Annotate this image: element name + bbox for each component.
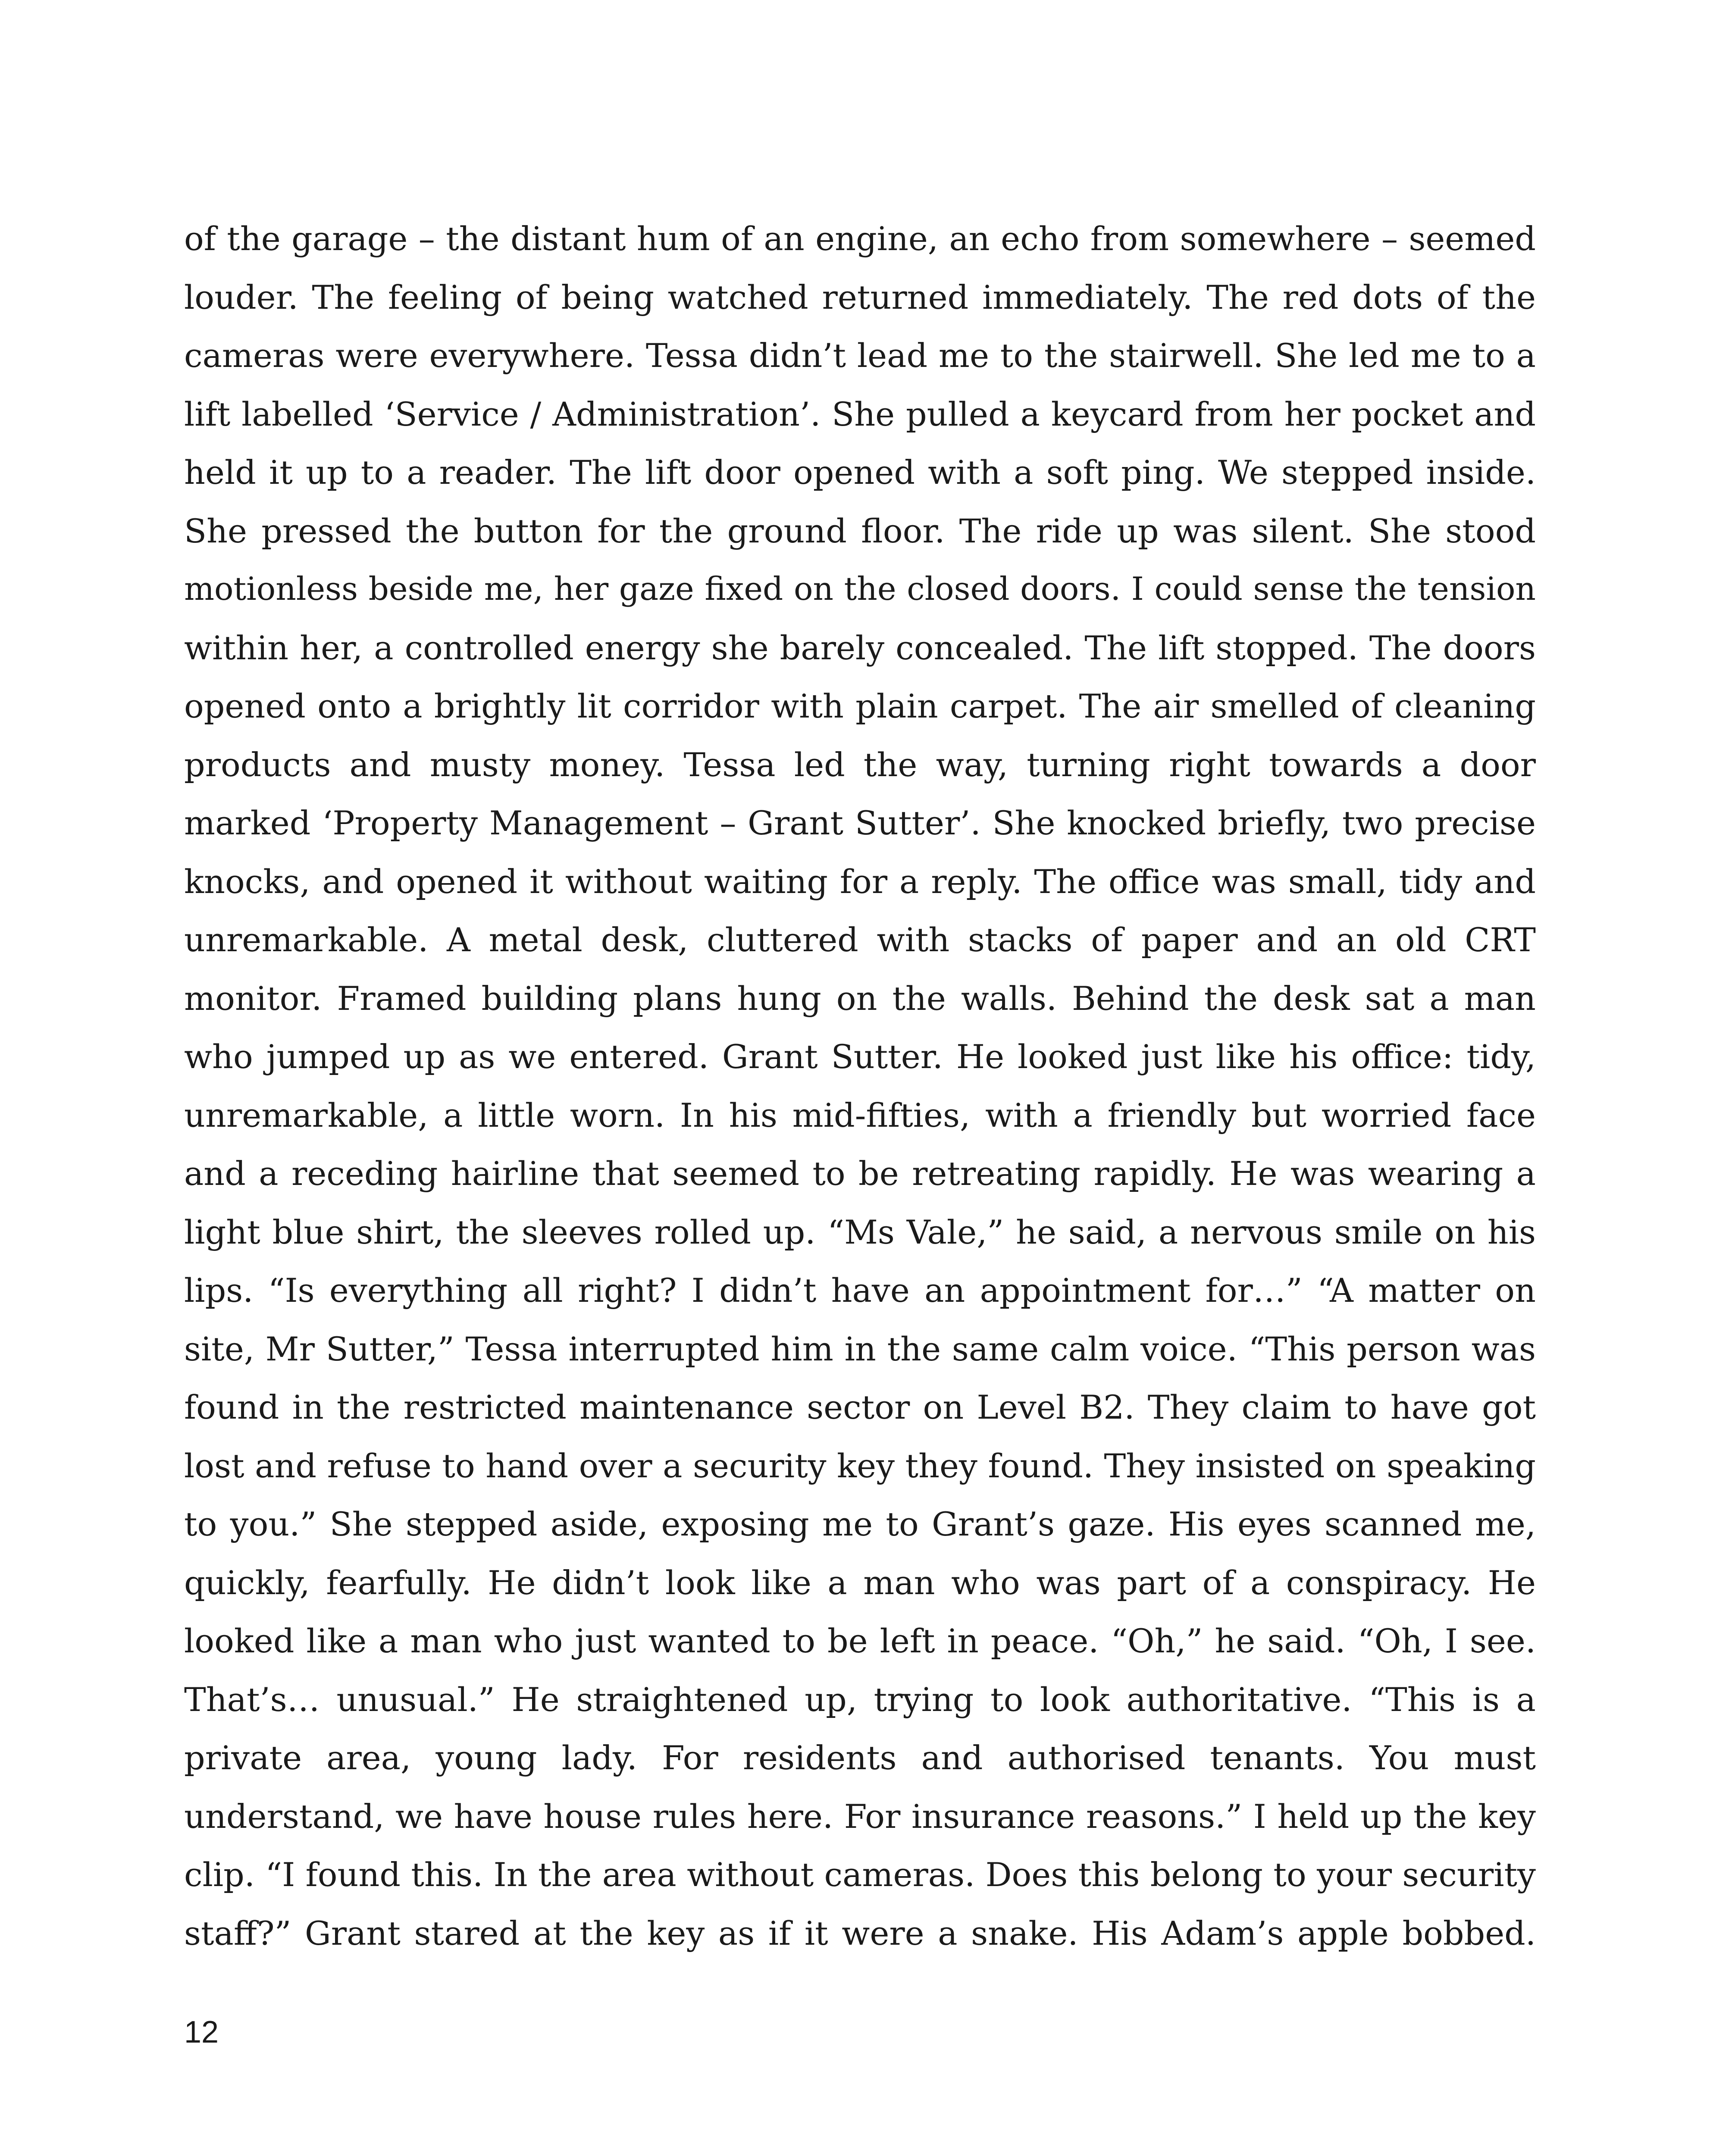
text-line: marked ‘Property Management – Grant Sutter’. She knocked briefly, two precise — [184, 804, 1536, 842]
text-line: looked like a man who just wanted to be left in peace. “Oh,” he said. “Oh, I see. — [184, 1622, 1536, 1660]
text-line: opened onto a brightly lit corridor with plain carpet. The air smelled of cleaning — [184, 687, 1536, 725]
text-line: within her, a controlled energy she barely concealed. The lift stopped. The doors — [184, 628, 1536, 667]
text-line: lift labelled ‘Service / Administration’. She pulled a keycard from her pocket and — [184, 395, 1536, 433]
text-line: That’s… unusual.” He straightened up, trying to look authoritative. “This is a — [184, 1680, 1536, 1719]
text-line: knocks, and opened it without waiting for a reply. The office was small, tidy and — [184, 862, 1536, 901]
text-line: unremarkable, a little worn. In his mid-fifties, with a friendly but worried face — [184, 1096, 1536, 1134]
text-line: light blue shirt, the sleeves rolled up. “Ms Vale,” he said, a nervous smile on his — [184, 1213, 1536, 1251]
text-line: unremarkable. A metal desk, cluttered with stacks of paper and an old CRT — [184, 921, 1536, 959]
text-line: who jumped up as we entered. Grant Sutter. He looked just like his office: tidy, — [184, 1037, 1536, 1076]
text-line: quickly, fearfully. He didn’t look like a man who was part of a conspiracy. He — [184, 1563, 1536, 1602]
text-line: staff?” Grant stared at the key as if it were a snake. His Adam’s apple bobbed. — [184, 1914, 1536, 1952]
text-line: private area, young lady. For residents and authorised tenants. You must — [184, 1739, 1536, 1777]
text-line: site, Mr Sutter,” Tessa interrupted him in the same calm voice. “This person was — [184, 1329, 1536, 1368]
text-line: She pressed the button for the ground floor. The ride up was silent. She stood — [184, 511, 1536, 550]
text-line: cameras were everywhere. Tessa didn’t lead me to the stairwell. She led me to a — [184, 336, 1536, 375]
page-number: 12 — [184, 2015, 219, 2049]
text-line: products and musty money. Tessa led the way, turning right towards a door — [184, 745, 1536, 784]
text-line: understand, we have house rules here. For insurance reasons.” I held up the key — [184, 1797, 1536, 1836]
body-text — [184, 210, 1536, 1962]
text-line: motionless beside me, her gaze fixed on the closed doors. I could sense the tension — [184, 570, 1536, 608]
text-line: monitor. Framed building plans hung on the walls. Behind the desk sat a man — [184, 979, 1536, 1018]
text-line: and a receding hairline that seemed to be retreating rapidly. He was wearing a — [184, 1154, 1536, 1193]
text-line: to you.” She stepped aside, exposing me to Grant’s gaze. His eyes scanned me, — [184, 1505, 1536, 1543]
text-line: held it up to a reader. The lift door opened with a soft ping. We stepped inside. — [184, 453, 1536, 492]
text-line: found in the restricted maintenance sector on Level B2. They claim to have got — [184, 1388, 1536, 1426]
text-line: of the garage – the distant hum of an engine, an echo from somewhere – seemed — [184, 219, 1536, 258]
text-line: clip. “I found this. In the area without cameras. Does this belong to your security — [184, 1855, 1536, 1894]
text-line: lips. “Is everything all right? I didn’t have an appointment for…” “A matter on — [184, 1271, 1536, 1310]
text-line: lost and refuse to hand over a security key they found. They insisted on speaking — [184, 1446, 1536, 1485]
text-line: louder. The feeling of being watched returned immediately. The red dots of the — [184, 278, 1536, 317]
